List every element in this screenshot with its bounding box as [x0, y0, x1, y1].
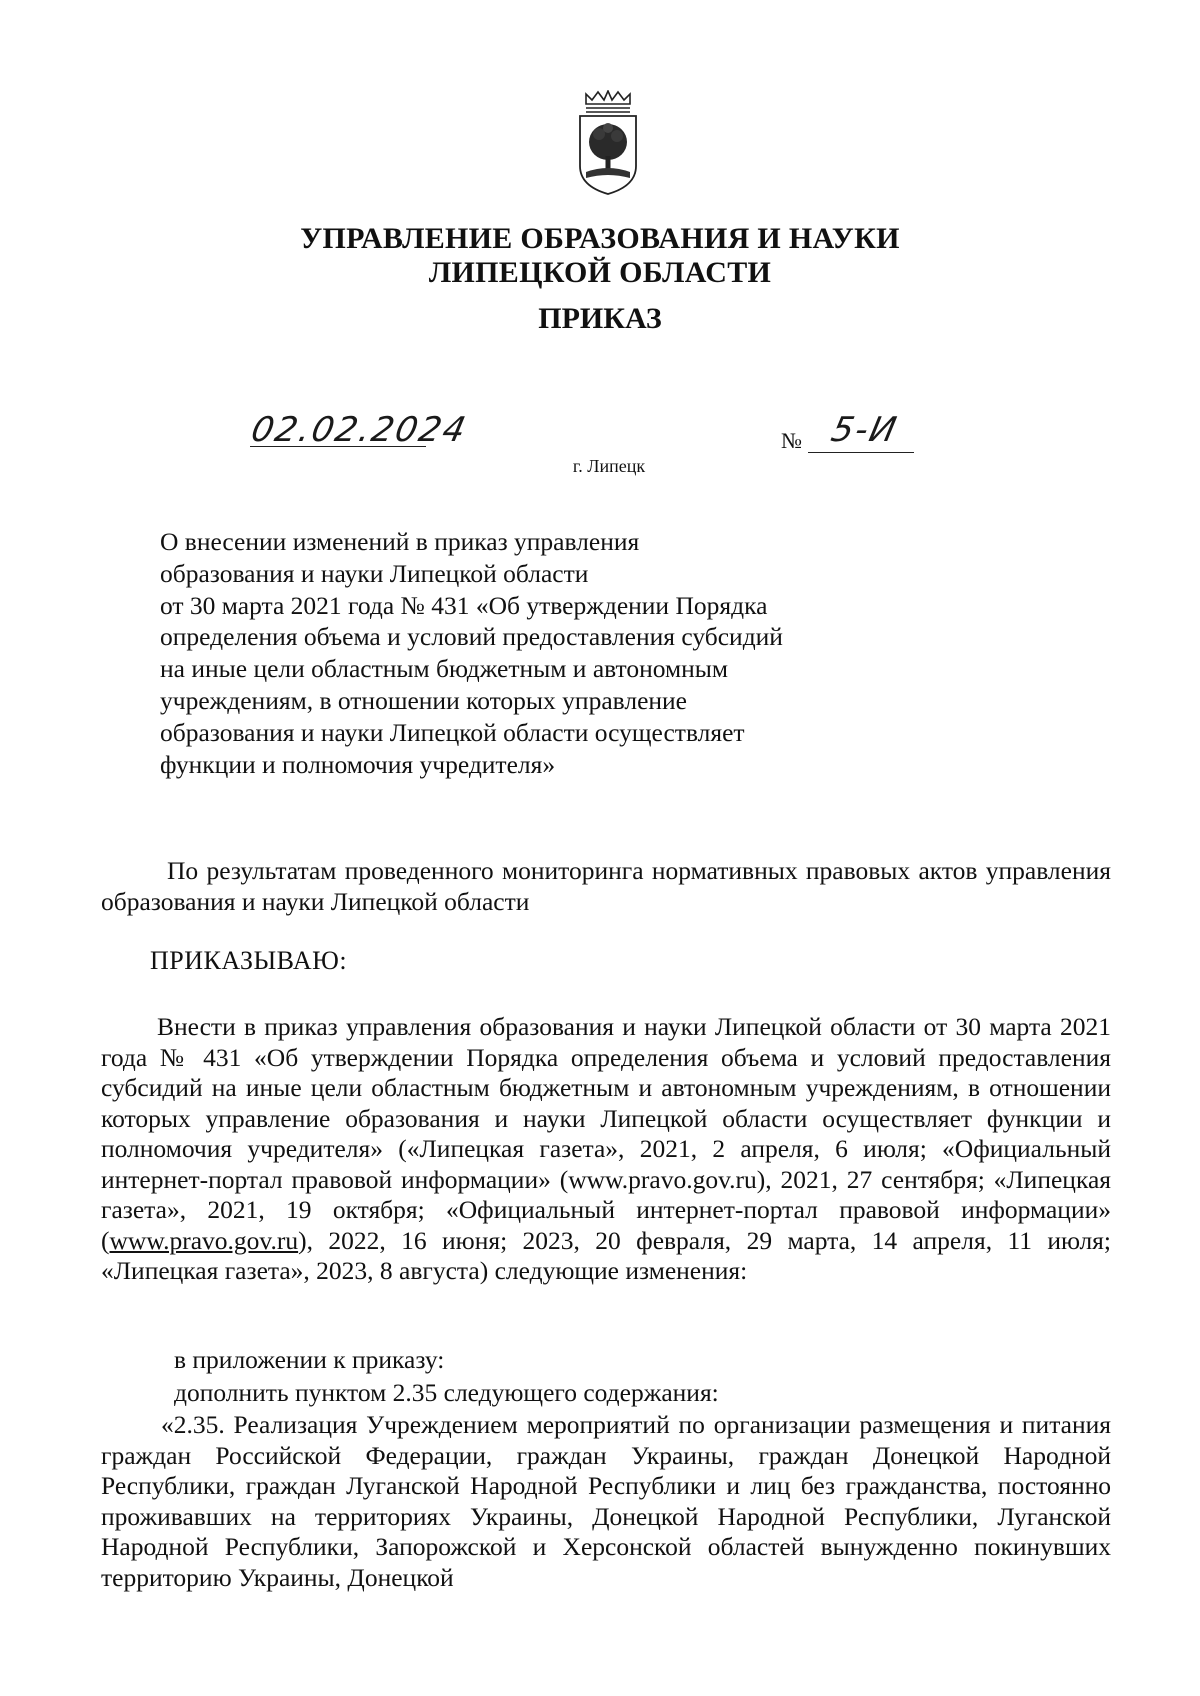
handwritten-number: 5-И: [827, 410, 902, 450]
agency-name-line2: ЛИПЕЦКОЙ ОБЛАСТИ: [428, 256, 772, 289]
coat-of-arms-icon: [572, 90, 644, 198]
document-type: ПРИКАЗ: [538, 302, 662, 335]
monitoring-paragraph: По результатам проведенного мониторинга нормативных правовых актов управления образования и науки Липецкой области: [101, 856, 1111, 916]
subject-line: на иные цели областным бюджетным и автономным: [160, 654, 729, 684]
supplement-line: дополнить пунктом 2.35 следующего содержания:: [174, 1378, 719, 1407]
city-name: г. Липецк: [572, 456, 646, 476]
subject-line: учреждениям, в отношении которых управление: [160, 685, 687, 715]
document-subject: [160, 526, 783, 780]
pravo-link[interactable]: www.pravo.gov.ru: [109, 1225, 299, 1255]
order-word: ПРИКАЗЫВАЮ:: [150, 946, 348, 975]
subject-line: определения объема и условий предоставления субсидий: [160, 622, 783, 652]
subject-line: образования и науки Липецкой области осуществляет: [160, 717, 745, 747]
subject-line: от 30 марта 2021 года № 431 «Об утверждении Порядка: [160, 590, 768, 620]
agency-name-line1: УПРАВЛЕНИЕ ОБРАЗОВАНИЯ И НАУКИ: [300, 222, 900, 255]
subject-line: образования и науки Липецкой области: [160, 558, 589, 588]
annex-line: в приложении к приказу:: [174, 1345, 445, 1374]
main-paragraph-text: Внести в приказ управления образования и науки Липецкой области от 30 марта 2021 года № 431 «Об утверждении Порядка определения объема и условий предоставления субсидий на иные цели областным бюджетным и автономным учреждениям, в отношении которых управление образования и науки Липецкой области осуществляет функции и полномочия учредителя» («Липецкая газета», 2021, 2 апреля, 6 июля; «Официальный интернет-портал правовой информации» (www.pravo.gov.ru), 2021, 27 сентября; «Липецкая газета», 2021, 19 октября; «Официальный интернет-портал правовой информации» (: [101, 1012, 1111, 1255]
quoted-paragraph: «2.35. Реализация Учреждением мероприятий по организации размещения и питания граждан Российской Федерации, граждан Украины, граждан Донецкой Народной Республики, граждан Луганской Народной Республики и лиц без гражданства, постоянно проживавших на территориях Украины, Донецкой Народной Республики, Луганской Народной Республики, Запорожской и Херсонской областей вынужденно покинувших территорию Украины, Донецкой: [101, 1410, 1111, 1592]
number-label: №: [781, 428, 802, 453]
number-underline: [808, 452, 914, 453]
subject-line: О внесении изменений в приказ управления: [160, 527, 640, 556]
handwritten-date: 02.02.2024: [247, 410, 471, 450]
date-underline: [250, 446, 426, 447]
subject-line: функции и полномочия учредителя»: [160, 749, 556, 779]
main-paragraph-text-end: ), 2022, 16 июня; 2023, 20 февраля, 29 марта, 14 апреля, 11 июля; «Липецкая газета», 2023, 8 августа) следующие изменения:: [101, 1225, 1111, 1285]
main-paragraph: [101, 1012, 1111, 1287]
